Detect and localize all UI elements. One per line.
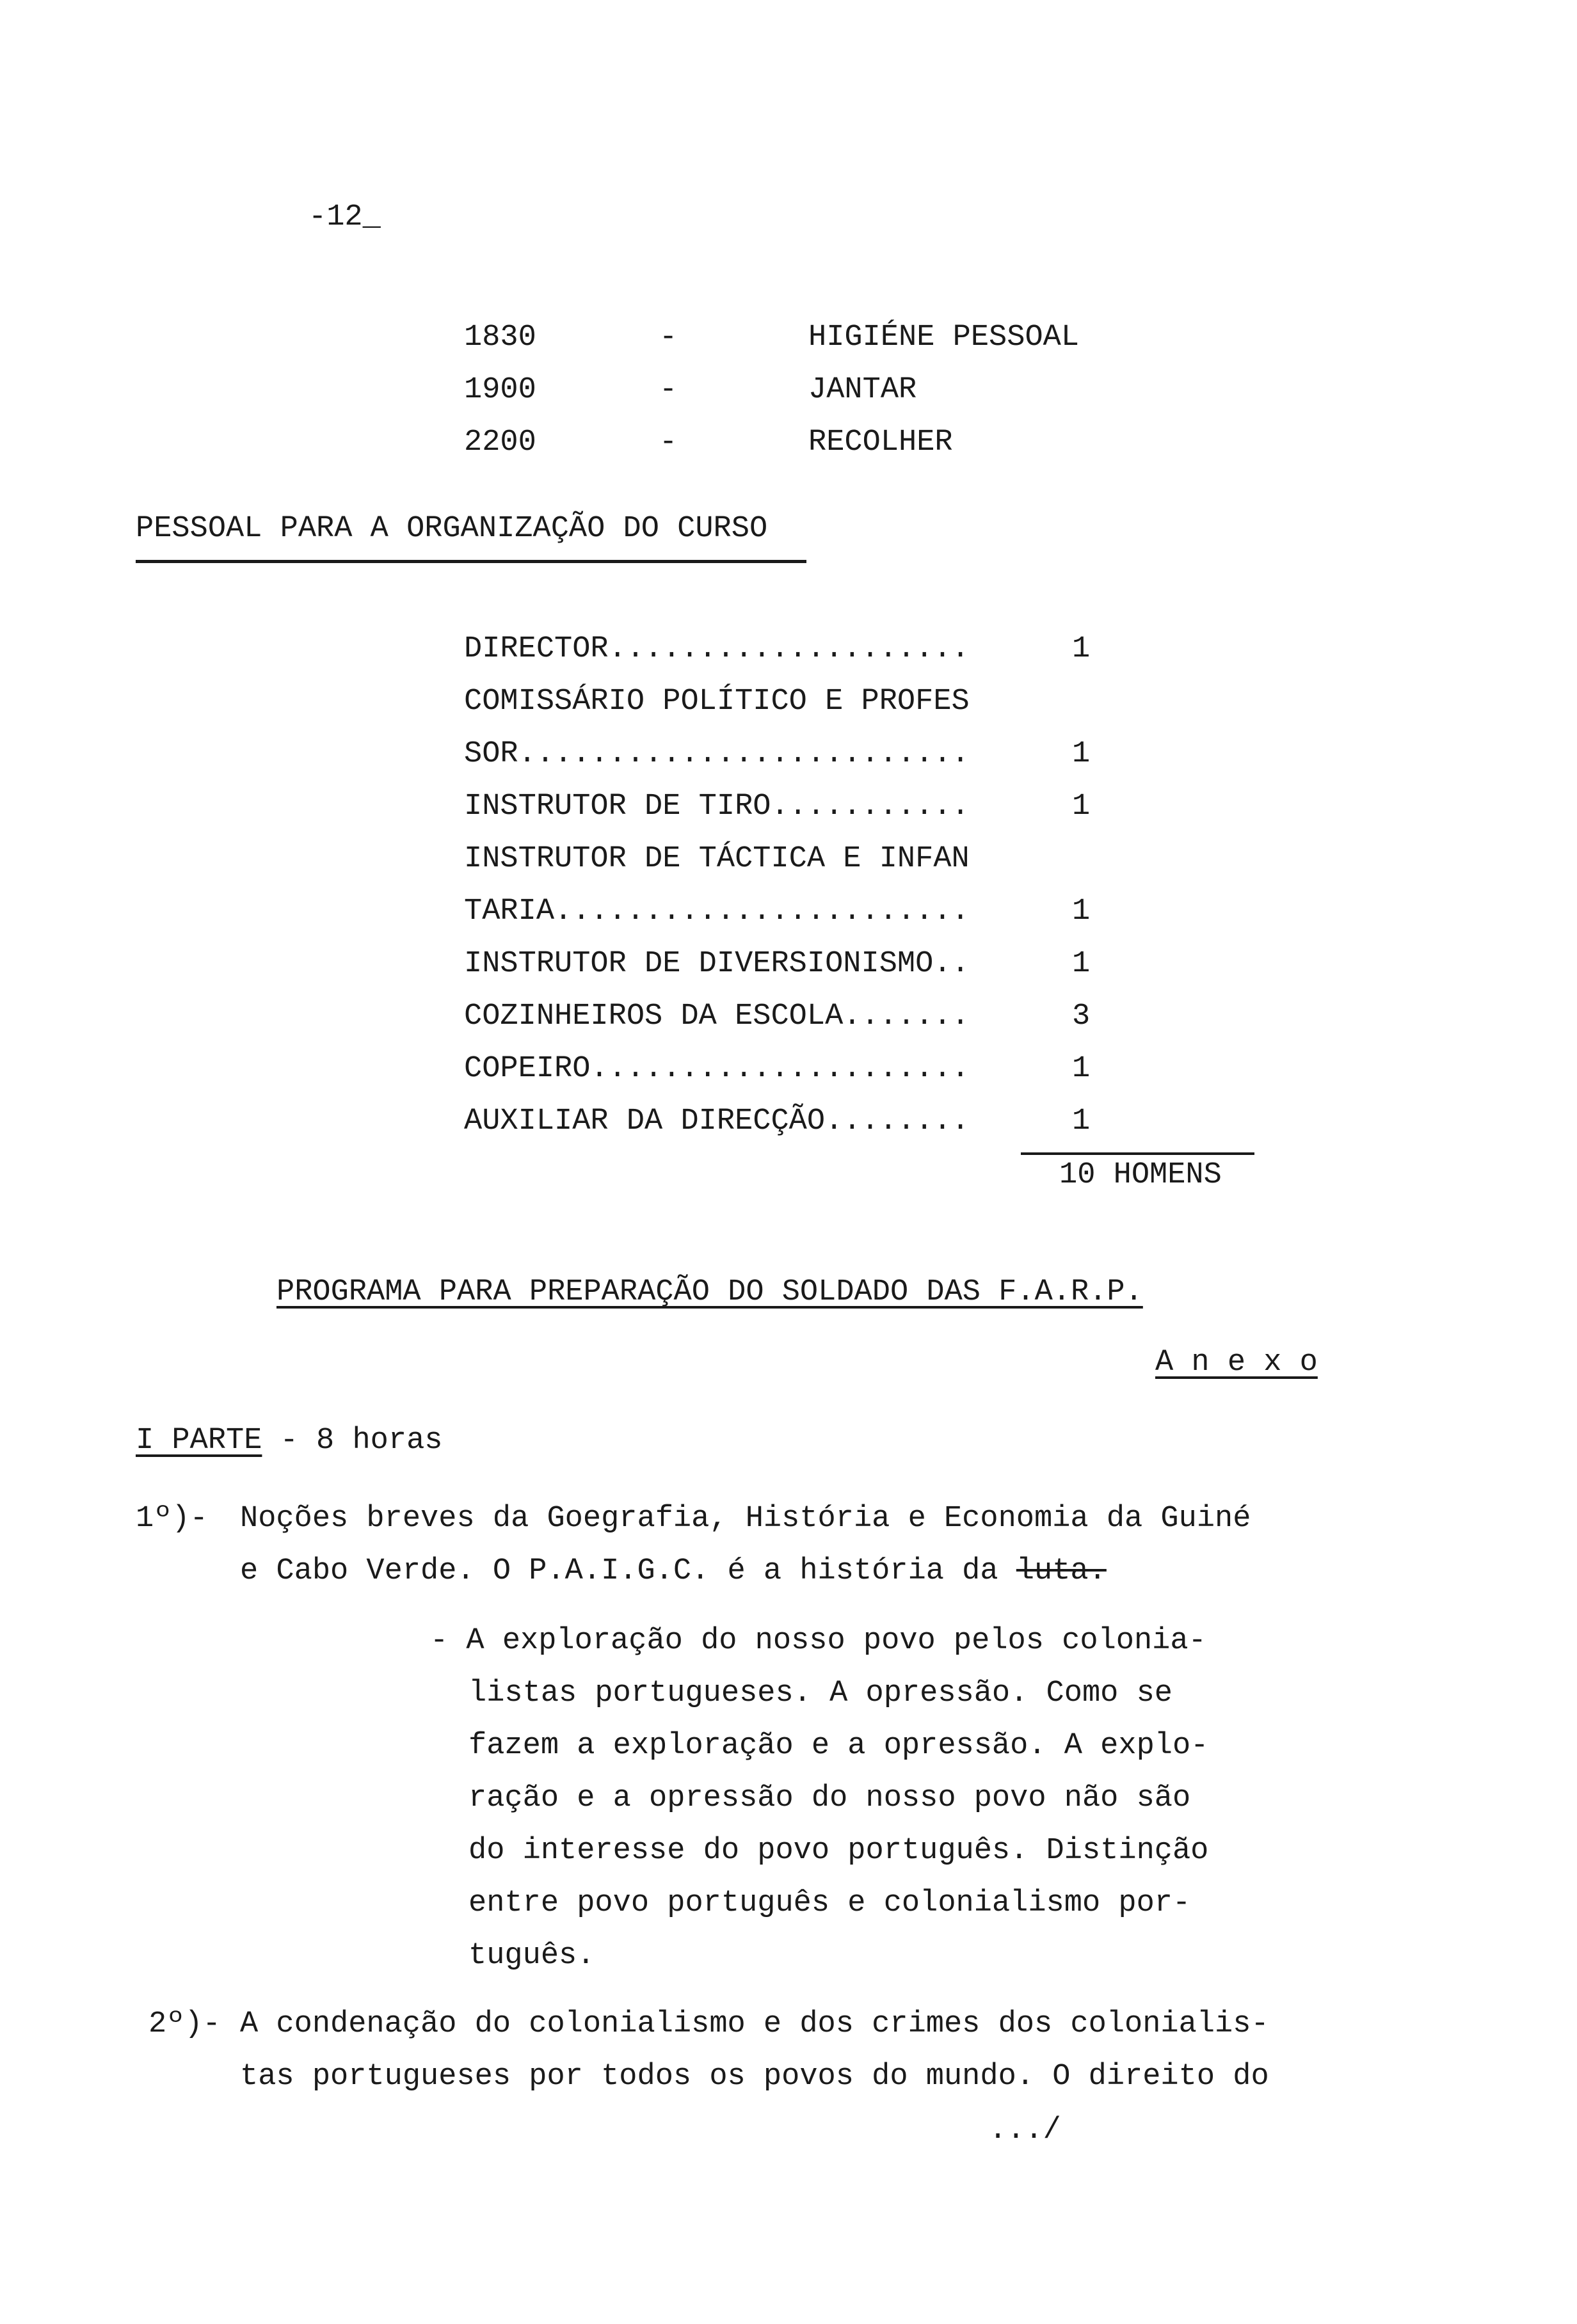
- schedule-activity: JANTAR: [808, 373, 917, 407]
- staff-count: 1: [1072, 737, 1091, 771]
- schedule-time: 1900: [464, 373, 536, 407]
- page-number: -12_: [308, 200, 381, 234]
- schedule-dash: -: [659, 373, 678, 407]
- annex-label: A n e x o: [1155, 1346, 1318, 1380]
- schedule-activity: RECOLHER: [808, 426, 953, 459]
- schedule-dash: -: [659, 321, 678, 354]
- staff-count: 1: [1072, 947, 1091, 981]
- item-text: tas portugueses por todos os povos do mundo. O direito do: [240, 2060, 1269, 2094]
- staff-count: 1: [1072, 790, 1091, 824]
- schedule-dash: -: [659, 426, 678, 459]
- schedule-activity: HIGIÉNE PESSOAL: [808, 321, 1080, 354]
- staff-line: COMISSÁRIO POLÍTICO E PROFES: [464, 685, 970, 719]
- part-label: I PARTE: [136, 1424, 262, 1458]
- continuation-mark: .../: [989, 2113, 1061, 2147]
- sub-text: tuguês.: [468, 1939, 595, 1973]
- total-rule: [1021, 1152, 1254, 1155]
- staff-line: INSTRUTOR DE TÁCTICA E INFAN: [464, 842, 970, 876]
- schedule-time: 1830: [464, 321, 536, 354]
- staff-line: DIRECTOR....................: [464, 632, 970, 666]
- staff-total: 10 HOMENS: [1059, 1158, 1222, 1192]
- item-text: Noções breves da Goegrafia, História e Economia da Guiné: [240, 1502, 1251, 1536]
- staff-line: INSTRUTOR DE TIRO...........: [464, 790, 970, 824]
- sub-text: do interesse do povo português. Distinção: [468, 1834, 1209, 1868]
- sub-text: entre povo português e colonialismo por-: [468, 1886, 1191, 1920]
- staff-count: 1: [1072, 632, 1091, 666]
- staff-line: COZINHEIROS DA ESCOLA.......: [464, 999, 970, 1033]
- staff-heading-rule: [136, 560, 806, 563]
- part-hours: - 8 horas: [262, 1424, 443, 1458]
- staff-line: TARIA.......................: [464, 895, 970, 928]
- item-number: 2º)-: [148, 2007, 221, 2041]
- schedule-time: 2200: [464, 426, 536, 459]
- sub-text: ração e a opressão do nosso povo não são: [468, 1781, 1191, 1815]
- staff-heading: PESSOAL PARA A ORGANIZAÇÃO DO CURSO: [136, 512, 768, 546]
- staff-line: SOR.........................: [464, 737, 970, 771]
- staff-line: COPEIRO.....................: [464, 1052, 970, 1086]
- staff-count: 1: [1072, 1104, 1091, 1138]
- program-heading: PROGRAMA PARA PREPARAÇÃO DO SOLDADO DAS F.A.R.P.: [276, 1275, 1143, 1309]
- staff-count: 1: [1072, 1052, 1091, 1086]
- sub-text: listas portugueses. A opressão. Como se: [468, 1676, 1173, 1710]
- item-text: [240, 1552, 1107, 1591]
- staff-count: 1: [1072, 895, 1091, 928]
- sub-text: fazem a exploração e a opressão. A explo-: [468, 1729, 1209, 1763]
- staff-line: AUXILIAR DA DIRECÇÃO........: [464, 1104, 970, 1138]
- staff-line: INSTRUTOR DE DIVERSIONISMO..: [464, 947, 970, 981]
- struck-text: luta.: [1016, 1554, 1107, 1588]
- part-heading: [136, 1422, 442, 1460]
- item-text-part: e Cabo Verde. O P.A.I.G.C. é a história da: [240, 1554, 1016, 1588]
- staff-count: 3: [1072, 999, 1091, 1033]
- sub-text: - A exploração do nosso povo pelos colonia-: [430, 1624, 1206, 1658]
- item-number: 1º)-: [136, 1502, 208, 1536]
- item-text: A condenação do colonialismo e dos crimes dos colonialis-: [240, 2007, 1269, 2041]
